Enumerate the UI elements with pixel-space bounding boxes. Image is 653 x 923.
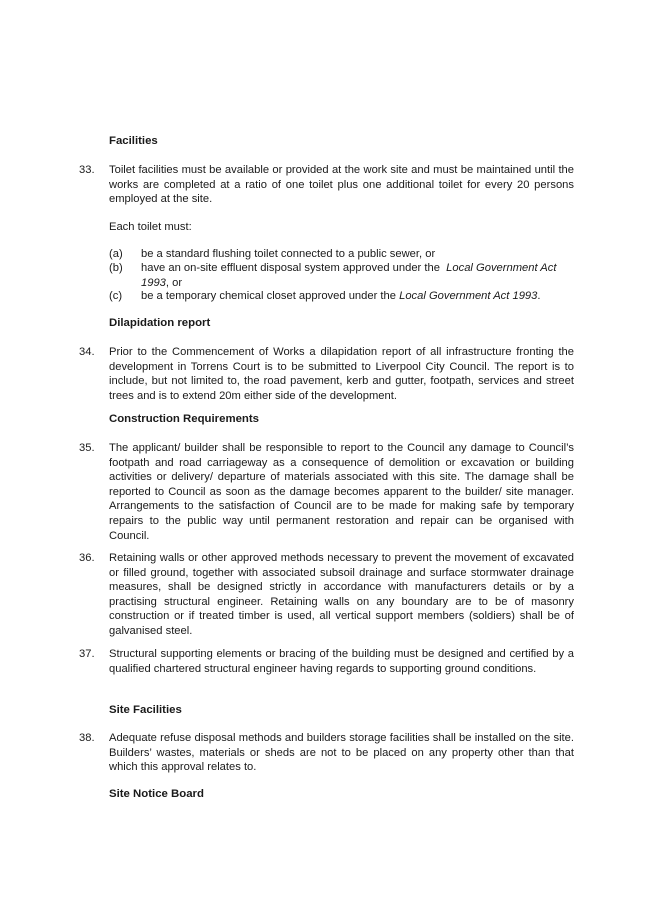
act-name: Local Government Act 1993: [141, 262, 557, 289]
clause-number: 33.: [79, 164, 95, 176]
act-name: Local Government Act 1993: [399, 290, 538, 302]
clause-36: [79, 551, 574, 639]
list-item-text-after: .: [537, 290, 541, 302]
list-item-label: (c): [109, 290, 123, 302]
list-item-text-after: , or: [165, 276, 183, 289]
section-heading-construction: Construction Requirements: [109, 413, 259, 425]
clause-37: [79, 647, 574, 676]
list-item-text-before: have an on-site effluent disposal system approved under the: [141, 262, 440, 274]
list-item-label: (a): [109, 248, 123, 260]
list-item-c: [109, 289, 575, 304]
clause-number: 37.: [79, 648, 95, 660]
clause-38: [79, 731, 574, 775]
clause-number: 35.: [79, 442, 95, 454]
list-item-text-before: be a temporary chemical closet approved under the: [141, 290, 396, 302]
clause-34: [79, 345, 574, 403]
clause-text: The applicant/ builder shall be responsible to report to the Council any damage to Council’s footpath and road carriageway as a consequence of demolition or excavation or building activities or delivery/ departure of materials associated with this site. The damage shall be reported to Council as soon as the damage becomes apparent to the builder/ site manager. Arrangements to the satisfaction of Council are to be made for making safe by temporary repairs to the public way until permanent restoration and repair can be organised with Council.: [109, 442, 574, 542]
clause-number: 38.: [79, 732, 95, 744]
clause-33: [79, 163, 574, 207]
clause-text: Retaining walls or other approved methods necessary to prevent the movement of excavated or filled ground, together with associated subsoil drainage and surface stormwater drainage measures, shall be designed strictly in accordance with manufacturers details or by a practising structural engineer. Retaining walls on any boundary are to be of masonry construction or if treated timber is used, all vertical support members (soldiers) shall be of galvanised steel.: [109, 552, 574, 637]
clause-number: 34.: [79, 346, 95, 358]
clause-text: Toilet facilities must be available or provided at the work site and must be maintained until the works are completed at a ratio of one toilet plus one additional toilet for every 20 persons employed at the site.: [109, 164, 574, 206]
section-heading-site-facilities: Site Facilities: [109, 704, 182, 716]
each-toilet-text: Each toilet must:: [109, 221, 192, 233]
clause-35: [79, 441, 574, 543]
section-heading-site-notice: Site Notice Board: [109, 788, 204, 800]
list-item-text: [141, 261, 575, 290]
list-item-text: [141, 289, 575, 304]
list-item-text: be a standard flushing toilet connected to a public sewer, or: [141, 248, 436, 260]
clause-number: 36.: [79, 552, 95, 564]
list-item-a: [109, 247, 575, 262]
section-heading-facilities: Facilities: [109, 135, 158, 147]
list-item-label: (b): [109, 262, 123, 274]
list-item-b: [109, 261, 575, 290]
section-heading-dilapidation: Dilapidation report: [109, 317, 211, 329]
clause-text: Structural supporting elements or bracing of the building must be designed and certified by a qualified chartered structural engineer having regards to supporting ground conditions.: [109, 648, 574, 675]
clause-text: Adequate refuse disposal methods and builders storage facilities shall be installed on the site. Builders’ wastes, materials or sheds are not to be placed on any property other than that which this approval relates to.: [109, 732, 574, 774]
clause-text: Prior to the Commencement of Works a dilapidation report of all infrastructure fronting the development in Torrens Court is to be submitted to Liverpool City Council. The report is to include, but not limited to, the road pavement, kerb and gutter, footpath, services and street trees and is to extend 20m either side of the development.: [109, 346, 574, 402]
